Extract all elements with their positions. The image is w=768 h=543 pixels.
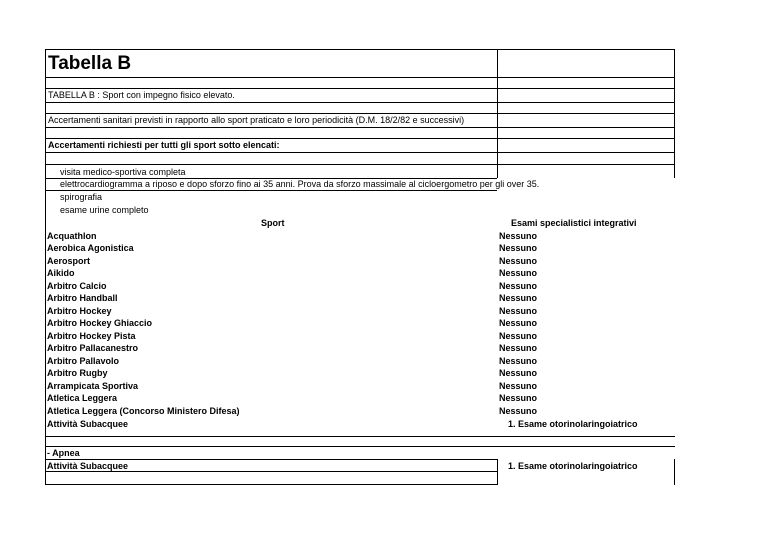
sport-name: Attività Subacquee — [47, 419, 129, 429]
grid-line — [45, 49, 675, 50]
sport-name: Arrampicata Sportiva — [47, 381, 139, 391]
grid-line — [45, 164, 675, 165]
exam-value: Nessuno — [499, 368, 538, 378]
sport-name: Atletica Leggera — [47, 393, 118, 403]
exam-item: elettrocardiogramma a riposo e dopo sforzo fino ai 35 anni. Prova da sforzo massimale al cicloergometro per gli over 35. — [60, 179, 540, 189]
sport-name: Arbitro Hockey Ghiaccio — [47, 318, 153, 328]
sport-name: Arbitro Pallacanestro — [47, 343, 139, 353]
sport-name: Arbitro Hockey Pista — [47, 331, 136, 341]
grid-line — [497, 459, 498, 485]
grid-line — [45, 446, 675, 447]
exam-value: Nessuno — [499, 318, 538, 328]
grid-line — [674, 459, 675, 485]
grid-line — [674, 49, 675, 178]
exam-item: esame urine completo — [60, 205, 149, 215]
grid-line — [497, 49, 498, 178]
exam-value: Nessuno — [499, 306, 538, 316]
sport-name: Attività Subacquee — [47, 461, 129, 471]
sport-name: Aerobica Agonistica — [47, 243, 134, 253]
sport-name: Acquathlon — [47, 231, 97, 241]
sport-name: Arbitro Rugby — [47, 368, 108, 378]
subtitle: TABELLA B : Sport con impegno fisico elevato. — [48, 90, 235, 100]
exam-value: Nessuno — [499, 231, 538, 241]
grid-line — [45, 49, 46, 485]
exam-item: visita medico-sportiva completa — [60, 167, 186, 177]
grid-line — [45, 77, 675, 78]
page-title: Tabella B — [48, 53, 132, 74]
column-header-exams: Esami specialistici integrativi — [511, 218, 637, 228]
grid-line — [45, 436, 675, 437]
sport-name: Aikido — [47, 268, 75, 278]
exam-item: spirografia — [60, 192, 103, 202]
exam-value: Nessuno — [499, 343, 538, 353]
sport-name: Arbitro Handball — [47, 293, 118, 303]
column-header-sport: Sport — [261, 218, 285, 228]
accertamenti-richiesti: Accertamenti richiesti per tutti gli sport sotto elencati: — [48, 140, 280, 150]
spreadsheet — [45, 49, 675, 485]
grid-line — [45, 152, 675, 153]
exam-value: Nessuno — [499, 281, 538, 291]
sport-name: Arbitro Calcio — [47, 281, 107, 291]
exam-value: Nessuno — [499, 256, 538, 266]
exam-value: Nessuno — [499, 393, 538, 403]
exam-value: Nessuno — [499, 381, 538, 391]
grid-line — [45, 102, 675, 103]
accertamenti-previsti: Accertamenti sanitari previsti in rapporto allo sport praticato e loro periodicità (D.M. 18/2/82 e successivi) — [48, 115, 465, 125]
grid-line — [45, 127, 675, 128]
sport-name: Atletica Leggera (Concorso Ministero Difesa) — [47, 406, 240, 416]
exam-value: Nessuno — [499, 356, 538, 366]
exam-value: Nessuno — [499, 243, 538, 253]
sport-name: Aerosport — [47, 256, 91, 266]
exam-value: 1. Esame otorinolaringoiatrico — [508, 419, 638, 429]
exam-value: Nessuno — [499, 406, 538, 416]
sport-name: Arbitro Pallavolo — [47, 356, 120, 366]
exam-value: Nessuno — [499, 331, 538, 341]
exam-value: Nessuno — [499, 293, 538, 303]
exam-value: 1. Esame otorinolaringoiatrico — [508, 461, 638, 471]
exam-value: Nessuno — [499, 268, 538, 278]
grid-line — [45, 484, 498, 485]
sport-subcategory: - Apnea — [47, 448, 80, 458]
sport-name: Arbitro Hockey — [47, 306, 112, 316]
